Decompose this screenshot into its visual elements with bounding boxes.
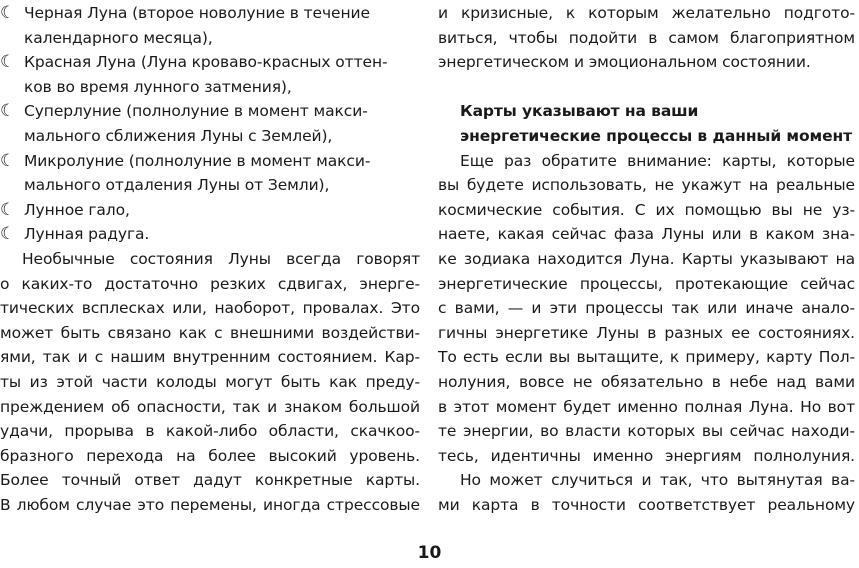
paragraph-line: о каких-то достаточно резких сдвигах, энерге-	[0, 274, 420, 293]
paragraph-coincidence	[438, 468, 855, 517]
paragraph-line: космические события. С их помощью вы не уз-	[438, 200, 855, 219]
paragraph-line: ми карта в точности соответствует реальному	[438, 495, 855, 514]
left-column	[0, 0, 420, 517]
list-item-text: мального сближения Луны с Землей),	[24, 126, 333, 145]
paragraph-unusual-moon-states	[0, 247, 420, 518]
paragraph-line: Еще раз обратите внимание: карты, которые	[460, 151, 855, 170]
page-number: 10	[417, 543, 442, 563]
list-item-text: Микролуние (полнолуние в момент макси-	[24, 151, 371, 170]
list-item-text: Черная Луна (второе новолуние в течение	[24, 4, 370, 22]
paragraph-line: тических всплесках или, наоборот, провалах. Это	[0, 299, 420, 318]
paragraph-line: в этот момент будет именно полная Луна. Но вот	[438, 397, 855, 416]
list-item	[0, 1, 420, 50]
list-item-text: Лунное гало,	[24, 200, 130, 219]
paragraph-line: преждением об опасности, так и знаком большой	[0, 397, 420, 416]
list-item	[0, 50, 420, 99]
paragraph-line: с вами, — и эти процессы так или иначе анало-	[438, 299, 855, 318]
paragraph-line: тесь, идентичны именно энергиям полнолуния.	[438, 446, 855, 465]
list-item-text: Красная Луна (Луна кроваво-красных оттен-	[24, 53, 388, 72]
heading-line: энергетические процессы в данный момент	[460, 126, 853, 145]
paragraph-line: ты из этой части колоды могут быть как преду-	[0, 372, 420, 391]
paragraph-line: и кризисные, к которым желательно подгото-	[438, 4, 855, 22]
section-heading	[438, 99, 855, 148]
paragraph-line: те энергии, во власти которых вы сейчас находи-	[438, 422, 855, 441]
paragraph-line: ке зодиака находится Луна. Карты указывают на	[438, 249, 855, 268]
list-item	[0, 149, 420, 198]
paragraph-line: виться, чтобы подойти в самом благоприятном	[438, 28, 855, 47]
list-item-text: мального отдаления Луны от Земли),	[24, 176, 330, 195]
paragraph-line: Необычные состояния Луны всегда говорят	[22, 249, 420, 268]
paragraph-line: гичны энергетике Луны в разных ее состояниях.	[438, 323, 855, 342]
list-item-text: Лунная радуга.	[24, 225, 150, 244]
paragraph-line: вы будете использовать, не укажут на реальные	[438, 176, 855, 195]
paragraph-line: наете, какая сейчас фаза Луны или в каком зна-	[438, 225, 855, 244]
right-column	[438, 0, 855, 517]
paragraph-line: энергетические процессы, протекающие сейчас	[438, 274, 855, 293]
paragraph-line: энергетическом и эмоциональном состоянии.	[438, 53, 811, 72]
crescent-moon-icon: ☾	[0, 150, 16, 171]
list-item-text: календарного месяца),	[24, 28, 213, 47]
crescent-moon-icon: ☾	[0, 224, 16, 245]
paragraph-line: нолуния, вовсе не обязательно в небе над вами	[438, 372, 855, 391]
paragraph-cards-energy	[438, 149, 855, 469]
paragraph-line: В любом случае это перемены, иногда стрессовые	[0, 495, 420, 514]
crescent-moon-icon: ☾	[0, 101, 16, 122]
crescent-moon-icon: ☾	[0, 52, 16, 73]
paragraph-line: Но может случиться и так, что вытянутая ва-	[460, 471, 855, 490]
crescent-moon-icon: ☾	[0, 199, 16, 220]
paragraph-line: ями, так и с нашим внутренним состоянием. Кар-	[0, 348, 420, 367]
paragraph-line: удачи, прорыва в какой-либо области, скачкоо-	[0, 422, 420, 441]
crescent-moon-icon: ☾	[0, 3, 16, 23]
moon-states-list	[0, 0, 420, 247]
paragraph-continuation	[438, 0, 855, 75]
paragraph-line: может быть связано как с внешними воздействи-	[0, 323, 420, 342]
paragraph-line: бразного перехода на более высокий уровень.	[0, 446, 420, 465]
list-item	[0, 198, 420, 223]
list-item	[0, 99, 420, 148]
list-item	[0, 222, 420, 247]
list-item-text: Суперлуние (полнолуние в момент макси-	[24, 102, 368, 121]
paragraph-line: Более точный ответ дадут конкретные карты.	[0, 471, 420, 490]
list-item-text: ков во время лунного затмения),	[24, 77, 292, 96]
heading-line: Карты указывают на ваши	[460, 102, 699, 121]
paragraph-line: То есть если вы вытащите, к примеру, карту Пол-	[438, 348, 855, 367]
